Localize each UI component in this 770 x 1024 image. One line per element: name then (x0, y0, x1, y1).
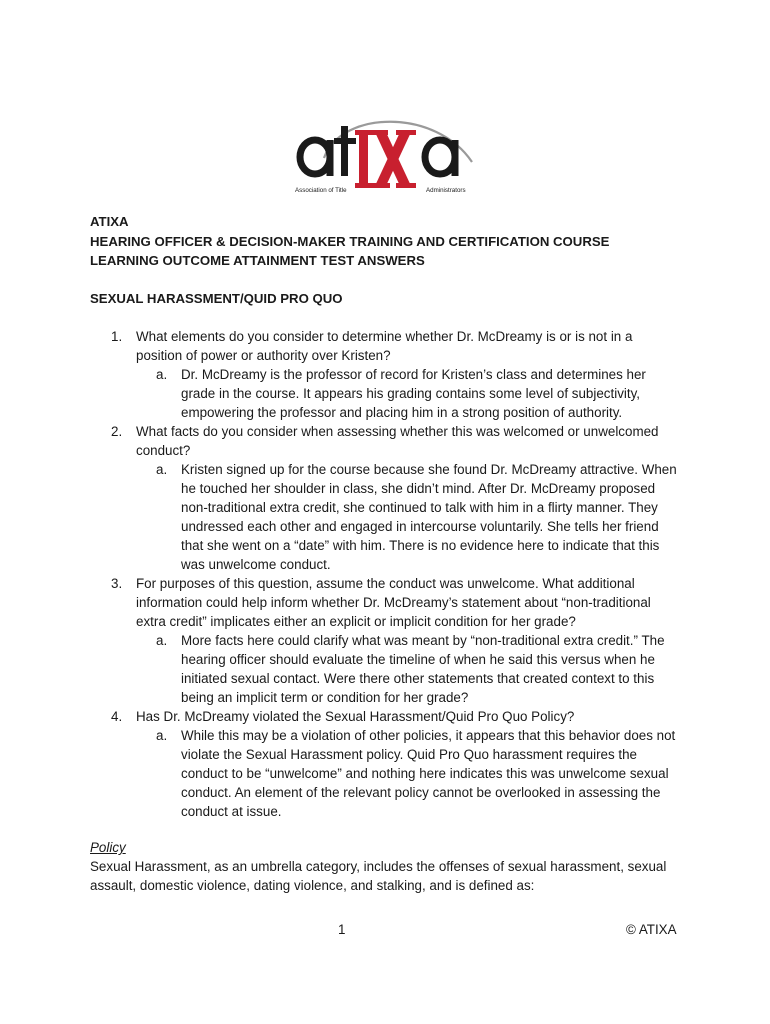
answer-list (136, 365, 682, 422)
answer-text: More facts here could clarify what was meant by “non-traditional extra credit.” The hearing officer should evaluate the timeline of when he said this versus when he initiated sexual contact. Were there other statements that created context to this being an implicit term or condition for her grade? (181, 633, 665, 705)
question-text: What elements do you consider to determine whether Dr. McDreamy is or is not in a position of power or authority over Kristen? (136, 329, 633, 363)
footer-copyright: © ATIXA (626, 922, 677, 937)
answer-text: Dr. McDreamy is the professor of record for Kristen’s class and determines her grade in the course. It appears his grading contains some level of subjectivity, empowering the professor and placing him in a strong position of authority. (181, 367, 646, 420)
policy-section (90, 838, 690, 895)
policy-title: Policy (90, 840, 126, 855)
answer-list (136, 460, 682, 574)
header-subtitle: LEARNING OUTCOME ATTAINMENT TEST ANSWERS (90, 253, 425, 268)
question-text: What facts do you consider when assessing whether this was welcomed or unwelcomed conduct? (136, 424, 659, 458)
policy-body: Sexual Harassment, as an umbrella category, includes the offenses of sexual harassment, sexual assault, domestic violence, dating violence, and stalking, and is defined as: (90, 859, 667, 893)
answer-letter: a. (156, 633, 168, 648)
atixa-logo (286, 100, 482, 196)
question-item (90, 422, 682, 574)
answer-item (136, 460, 682, 574)
question-text: For purposes of this question, assume the conduct was unwelcome. What additional information could help inform whether Dr. McDreamy’s statement about “non-traditional extra credit” implicates either an explicit or implicit condition for her grade? (136, 576, 651, 629)
question-item (90, 574, 682, 707)
question-text: Has Dr. McDreamy violated the Sexual Harassment/Quid Pro Quo Policy? (136, 709, 575, 724)
answer-item (136, 631, 682, 707)
answer-item (136, 726, 682, 821)
document-header (90, 212, 690, 271)
section-title: SEXUAL HARASSMENT/QUID PRO QUO (90, 291, 343, 306)
question-number: 4. (111, 709, 123, 724)
logo-caption-right: Administrators (426, 187, 466, 194)
header-org: ATIXA (90, 214, 129, 229)
answer-text: While this may be a violation of other policies, it appears that this behavior does not violate the Sexual Harassment policy. Quid Pro Quo harassment requires the conduct to be “unwelcome” and nothing here indicates this was unwelcome sexual conduct. An element of the relevant policy cannot be overlooked in assessing the conduct at issue. (181, 728, 676, 819)
question-number: 2. (111, 424, 123, 439)
question-item (90, 327, 682, 422)
logo-caption-left: Association of Title (295, 187, 347, 194)
page-number: 1 (338, 922, 346, 937)
question-number: 3. (111, 576, 123, 591)
header-course: HEARING OFFICER & DECISION-MAKER TRAINING AND CERTIFICATION COURSE (90, 233, 610, 249)
question-item (90, 707, 682, 821)
answer-letter: a. (156, 728, 168, 743)
answer-list (136, 631, 682, 707)
answer-list (136, 726, 682, 821)
answer-letter: a. (156, 462, 168, 477)
answer-text: Kristen signed up for the course because she found Dr. McDreamy attractive. When he touched her shoulder in class, she didn’t mind. After Dr. McDreamy proposed non-traditional extra credit, she continued to talk with him in a flirty manner. They undressed each other and engaged in intercourse voluntarily. She tells her friend that she went on a “date” with him. There is no evidence here to indicate that this was unwelcome conduct. (181, 462, 677, 572)
answer-item (136, 365, 682, 422)
question-number: 1. (111, 329, 123, 344)
question-list (90, 327, 682, 821)
answer-letter: a. (156, 367, 168, 382)
